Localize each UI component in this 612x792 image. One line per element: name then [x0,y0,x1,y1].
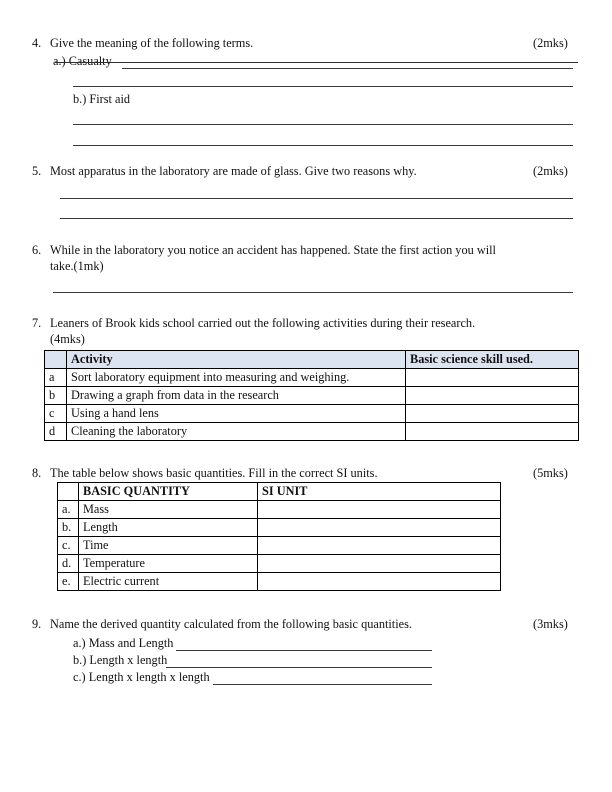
answer-line-4b-2 [73,145,573,146]
answer-line-9a [176,650,432,651]
table-row [45,405,579,423]
table-activities-row-d-skill[interactable] [406,423,579,441]
scan-artifact-line [55,62,578,63]
table-si-units-row-a-unit[interactable] [258,501,501,519]
answer-line-9c [213,684,432,685]
table-si-units-row-e-index: e. [58,573,79,591]
question-4-sub-b [73,92,130,108]
answer-line-5-2 [60,218,573,219]
table-row [58,519,501,537]
question-9-sub-c-label: c.) [73,670,86,684]
table-activities-row-b-activity: Drawing a graph from data in the research [67,387,406,405]
question-6-text-line-2: take.(1mk) [50,258,104,273]
table-si-units-row-d-unit[interactable] [258,555,501,573]
question-4-sub-b-text: First aid [89,92,131,106]
answer-line-4a-2 [73,86,573,87]
table-activities [44,350,579,441]
question-7 [28,316,574,347]
question-8-number: 8. [32,466,42,480]
question-9-sub-b [73,653,167,669]
question-6-number: 6. [32,243,42,257]
table-si-units-row-d-quantity: Temperature [79,555,258,573]
table-si-units-row-a-index: a. [58,501,79,519]
question-5 [28,164,417,180]
table-si-units-row-b-unit[interactable] [258,519,501,537]
question-5-marks: (2mks) [533,164,568,178]
answer-line-6-1 [53,292,573,293]
table-si-units [57,482,501,591]
table-activities-row-c-activity: Using a hand lens [67,405,406,423]
table-activities-row-d-activity: Cleaning the laboratory [67,423,406,441]
table-activities-header-row [45,351,579,369]
question-9-sub-b-text: Length x length [89,653,168,667]
question-9-text: Name the derived quantity calculated from the following basic quantities. [50,617,412,631]
question-4-text: Give the meaning of the following terms. [50,36,254,50]
table-si-units-header-index [58,483,79,501]
question-4-sub-a-text: Casualty [68,54,112,68]
table-si-units-row-c-unit[interactable] [258,537,501,555]
question-7-number: 7. [32,316,42,330]
table-activities-row-b-index: b [45,387,67,405]
question-9-sub-b-label: b.) [73,653,87,667]
table-activities-header-index [45,351,67,369]
question-4-number: 4. [32,36,42,50]
table-row [45,423,579,441]
table-si-units-header-unit: SI UNIT [258,483,501,501]
table-activities-row-c-index: c [45,405,67,423]
table-si-units-row-e-quantity: Electric current [79,573,258,591]
question-9-marks: (3mks) [533,617,568,631]
question-9-sub-a-text: Mass and Length [88,636,174,650]
question-9-sub-a-label: a.) [73,636,86,650]
answer-line-4b-1 [73,124,573,125]
table-row [58,573,501,591]
table-si-units-row-d-index: d. [58,555,79,573]
question-7-text-line-1: Leaners of Brook kids school carried out the following activities during their research. [50,316,476,330]
table-row [58,537,501,555]
question-5-number: 5. [32,164,42,178]
answer-line-9b [166,667,432,668]
question-6-text-line-1: While in the laboratory you notice an accident has happened. State the first action you will [50,243,496,257]
table-activities-header-skill: Basic science skill used. [406,351,579,369]
question-4-sub-b-label: b.) [73,92,87,106]
table-row [58,501,501,519]
question-6 [28,243,574,274]
table-si-units-row-a-quantity: Mass [79,501,258,519]
question-9-sub-c-text: Length x length x length [88,670,210,684]
table-si-units-row-e-unit[interactable] [258,573,501,591]
table-activities-row-a-skill[interactable] [406,369,579,387]
question-7-text-line-2: (4mks) [50,331,85,346]
table-activities-row-d-index: d [45,423,67,441]
question-9-sub-a [73,636,173,652]
question-9 [28,617,412,633]
table-activities-header-activity: Activity [67,351,406,369]
question-4 [28,36,253,52]
table-activities-row-c-skill[interactable] [406,405,579,423]
question-4-sub-a-label: a.) [53,54,66,68]
table-si-units-row-c-index: c. [58,537,79,555]
question-8-text: The table below shows basic quantities. Fill in the correct SI units. [50,466,378,480]
question-9-sub-c [73,670,210,686]
table-activities-row-a-activity: Sort laboratory equipment into measuring and weighing. [67,369,406,387]
table-si-units-header-quantity: BASIC QUANTITY [79,483,258,501]
table-si-units-row-b-quantity: Length [79,519,258,537]
question-8 [28,466,378,482]
question-8-marks: (5mks) [533,466,568,480]
answer-line-5-1 [60,198,573,199]
table-row [45,387,579,405]
table-activities-row-b-skill[interactable] [406,387,579,405]
table-si-units-row-b-index: b. [58,519,79,537]
question-9-number: 9. [32,617,42,631]
table-row [45,369,579,387]
answer-line-4a-1 [122,68,573,69]
table-si-units-row-c-quantity: Time [79,537,258,555]
table-row [58,555,501,573]
question-5-text: Most apparatus in the laboratory are made of glass. Give two reasons why. [50,164,417,178]
table-activities-row-a-index: a [45,369,67,387]
table-si-units-header-row [58,483,501,501]
question-4-marks: (2mks) [533,36,568,50]
